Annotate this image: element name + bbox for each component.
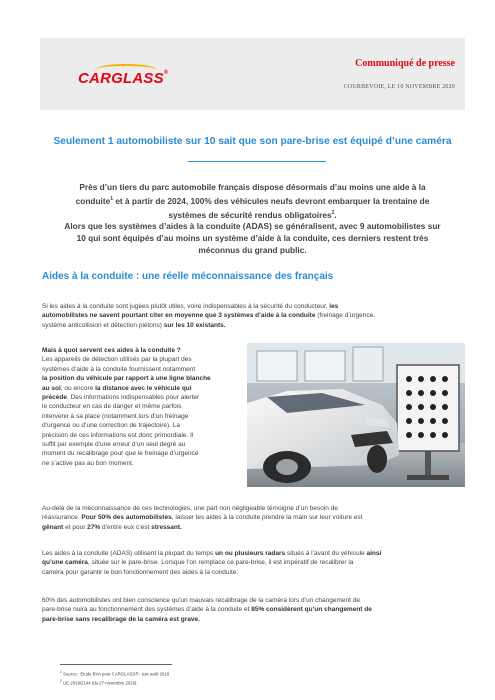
doc-type: Communiqué de presse bbox=[355, 58, 455, 69]
footnote-separator bbox=[60, 664, 172, 665]
footnote-1: $^1$ Source : Etude BVA pour CARGLASS® - juin août 2018 bbox=[60, 670, 170, 677]
dateline: COURBEVOIE, LE 10 NOVEMBRE 2020 bbox=[343, 84, 455, 90]
footnote-2: $^2$ UE 2019/2144 (du 27 novembre 2019) bbox=[60, 679, 137, 686]
section-title: Aides à la conduite : une réelle méconnaissance des français bbox=[42, 271, 334, 282]
paragraph-5: 60% des automobilistes ont bien conscience qu’un mauvais recalibrage de la caméra lors d’un changement de pare-brise nuira au fonctionnement des systèmes d’aide à la conduite et 85% considèrent qu’un changement de pare-brise sans recalibrage de la caméra est grave. bbox=[42, 597, 372, 623]
paragraph-3: Au-delà de la méconnaissance de ces technologies, une part non négligeable témoigne d’un besoin de réassurance. Pour 50% des automobilistes, laisser les aides à la conduite prendre la main sur leur voiture est gênant et pour 27% d’entre eux c’est stressant. bbox=[42, 505, 363, 531]
car-calibration-image bbox=[247, 343, 465, 487]
carglass-logo bbox=[78, 66, 170, 96]
headline: Seulement 1 automobiliste sur 10 sait que son pare-brise est équipé d’une caméra bbox=[53, 136, 452, 147]
lead-paragraph: Près d’un tiers du parc automobile français dispose désormais d’au moins une aide à la conduite$^1$ et à partir de 2024, 100% des véhicules neufs devront embarquer la trentaine de systèmes de sécurité rendus obligatoires$^2$. Alors que les systèmes d’aides à la conduite (ADAS) se généralisent, avec 9 automobilistes sur 10 qui sont équipés d’au moins un système d’aide à la conduite, ces derniers restent très méconnus du grand public. bbox=[64, 182, 441, 256]
paragraph-4: Les aides à la conduite (ADAS) utilisent la plupart du temps un ou plusieurs radars situés à l’avant du véhicule ainsi qu’une caméra, située sur le pare-brise. Lorsque l’on remplace ce pare-brise, il est impératif de recalibrer la caméra pour garantir le bon fonctionnement des aides à la conduite. bbox=[42, 550, 382, 576]
headline-underline bbox=[188, 161, 326, 162]
paragraph-1: Si les aides à la conduite sont jugées plutôt utiles, voire indispensables à la sécurité du conducteur, les automobilistes ne savent pourtant citer en moyenne que 3 systèmes d’aide à la conduite (freinage d’urgence, système anticollision et détection piétons) sur les 10 existants. bbox=[42, 303, 376, 329]
paragraph-2: Mais à quoi servent ces aides à la conduite ? Les appareils de détection utilisés par la plupart des systèmes d’aide à la conduite fournissent notamment la position du véhicule par rapport à une ligne blanche au sol, ou encore la distance avec le véhicule qui précède. Des informations indispensables pour alerter le conducteur en cas de danger et même parfois intervenir à sa place (notamment lors d’un freinage d’urgence ou d’une correction de trajectoire). La précision de ces informations est donc primordiale. Il suffit par exemple d’une erreur d’un seul degré au moment du recalibrage pour que le freinage d’urgence ne s’active pas au bon moment. bbox=[42, 347, 211, 467]
logo-wordmark: CARGLASS® bbox=[78, 70, 169, 87]
calibration-photo bbox=[247, 343, 465, 487]
